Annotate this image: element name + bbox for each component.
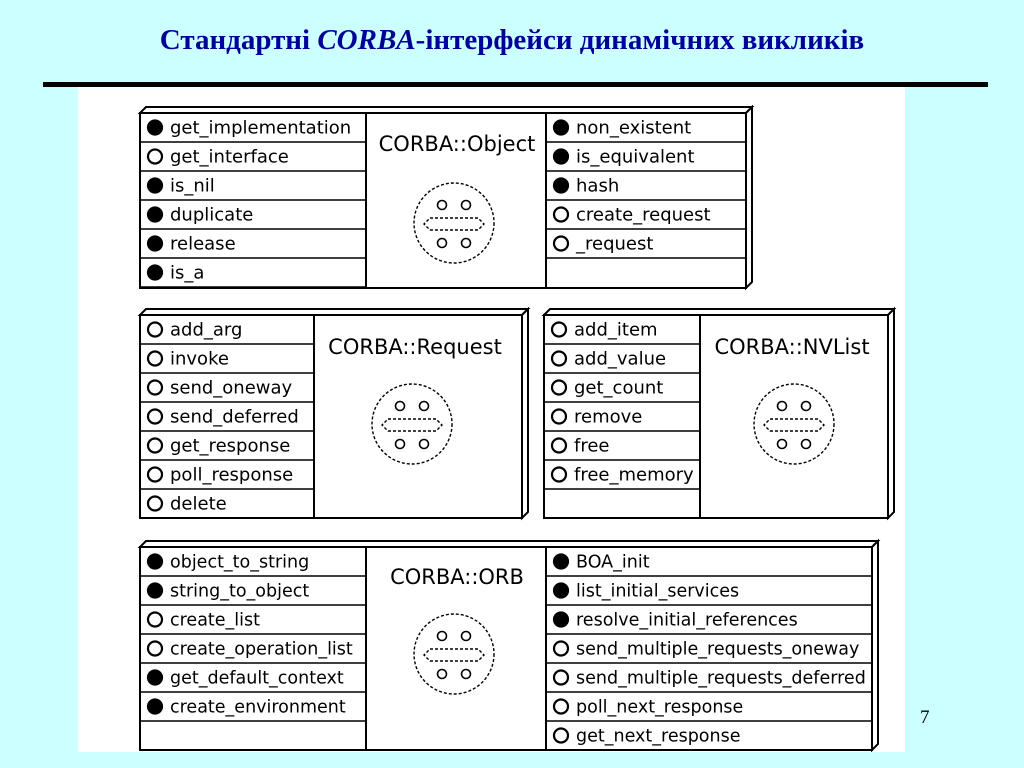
hollow-dot-icon: [148, 352, 162, 366]
corba-interfaces-figure: [78, 87, 905, 752]
method-name: resolve_initial_references: [576, 610, 798, 631]
filled-dot-icon: [148, 121, 162, 135]
method-name: is_a: [170, 262, 205, 284]
hollow-dot-icon: [148, 497, 162, 511]
orb-interface-name: CORBA::ORB: [390, 565, 524, 589]
filled-dot-icon: [554, 150, 568, 164]
title-emphasis: CORBA: [317, 24, 416, 56]
object-panel: [140, 107, 752, 288]
method-name: poll_next_response: [576, 697, 744, 718]
hollow-dot-icon: [554, 700, 568, 714]
method-name: release: [170, 233, 236, 255]
method-name: get_implementation: [170, 117, 352, 139]
method-name: create_list: [170, 610, 261, 631]
method-name: duplicate: [170, 204, 254, 226]
hollow-dot-icon: [148, 381, 162, 395]
hollow-dot-icon: [552, 352, 566, 366]
method-name: create_request: [576, 204, 711, 226]
method-name: send_multiple_requests_oneway: [576, 639, 860, 660]
hollow-dot-icon: [554, 729, 568, 743]
method-name: poll_response: [170, 464, 294, 486]
filled-dot-icon: [554, 584, 568, 598]
corba-diagram: [78, 87, 905, 752]
method-name: create_operation_list: [170, 639, 353, 660]
slide-title: [0, 24, 1024, 57]
hollow-dot-icon: [148, 642, 162, 656]
hollow-dot-icon: [552, 323, 566, 337]
method-name: get_next_response: [576, 726, 741, 747]
orb-method-row: [140, 640, 366, 664]
filled-dot-icon: [554, 555, 568, 569]
method-name: object_to_string: [170, 552, 310, 573]
filled-dot-icon: [148, 671, 162, 685]
method-name: free_memory: [574, 464, 694, 486]
nvlist-panel: [544, 309, 894, 518]
hollow-dot-icon: [552, 410, 566, 424]
method-name: free: [574, 435, 610, 457]
filled-dot-icon: [148, 266, 162, 280]
orb-method-row: [140, 669, 366, 693]
method-name: non_existent: [576, 117, 692, 139]
page-number: 7: [920, 707, 930, 728]
request-interface-name: CORBA::Request: [328, 335, 502, 359]
hollow-dot-icon: [554, 237, 568, 251]
method-name: create_environment: [170, 697, 346, 718]
method-name: list_initial_services: [576, 581, 740, 602]
filled-dot-icon: [148, 700, 162, 714]
filled-dot-icon: [554, 121, 568, 135]
hollow-dot-icon: [148, 613, 162, 627]
method-name: get_response: [170, 435, 291, 457]
method-name: add_item: [574, 319, 658, 341]
method-name: hash: [576, 175, 620, 197]
hollow-dot-icon: [552, 381, 566, 395]
filled-dot-icon: [148, 584, 162, 598]
orb-method-row: [546, 669, 872, 693]
title-prefix: Стандартні: [159, 24, 318, 56]
method-name: get_interface: [170, 146, 289, 168]
method-name: add_value: [574, 348, 667, 370]
object-interface-name: CORBA::Object: [378, 132, 536, 156]
filled-dot-icon: [554, 179, 568, 193]
method-name: send_oneway: [170, 377, 293, 399]
hollow-dot-icon: [552, 468, 566, 482]
method-name: string_to_object: [170, 581, 310, 602]
hollow-dot-icon: [148, 323, 162, 337]
method-name: _request: [576, 233, 654, 255]
filled-dot-icon: [148, 208, 162, 222]
hollow-dot-icon: [148, 468, 162, 482]
method-name: is_nil: [170, 175, 215, 197]
orb-method-row: [140, 698, 366, 722]
hollow-dot-icon: [552, 439, 566, 453]
method-name: add_arg: [170, 319, 243, 341]
method-name: get_default_context: [170, 668, 344, 689]
hollow-dot-icon: [148, 150, 162, 164]
filled-dot-icon: [148, 555, 162, 569]
method-name: BOA_init: [576, 552, 650, 573]
method-name: send_deferred: [170, 406, 299, 428]
hollow-dot-icon: [148, 439, 162, 453]
method-name: get_count: [574, 377, 664, 399]
hollow-dot-icon: [148, 410, 162, 424]
hollow-dot-icon: [554, 671, 568, 685]
method-name: invoke: [170, 348, 229, 370]
method-name: is_equivalent: [576, 146, 695, 168]
orb-panel: [140, 541, 878, 750]
orb-method-row: [546, 640, 872, 664]
filled-dot-icon: [148, 237, 162, 251]
filled-dot-icon: [554, 613, 568, 627]
title-suffix: -інтерфейси динамічних викликів: [415, 24, 865, 56]
method-name: remove: [574, 406, 643, 428]
nvlist-interface-name: CORBA::NVList: [714, 335, 870, 359]
hollow-dot-icon: [554, 642, 568, 656]
request-panel: [140, 309, 528, 518]
object-method-row: [140, 118, 366, 143]
method-name: delete: [170, 493, 227, 515]
method-name: send_multiple_requests_deferred: [576, 668, 866, 689]
filled-dot-icon: [148, 179, 162, 193]
hollow-dot-icon: [554, 208, 568, 222]
